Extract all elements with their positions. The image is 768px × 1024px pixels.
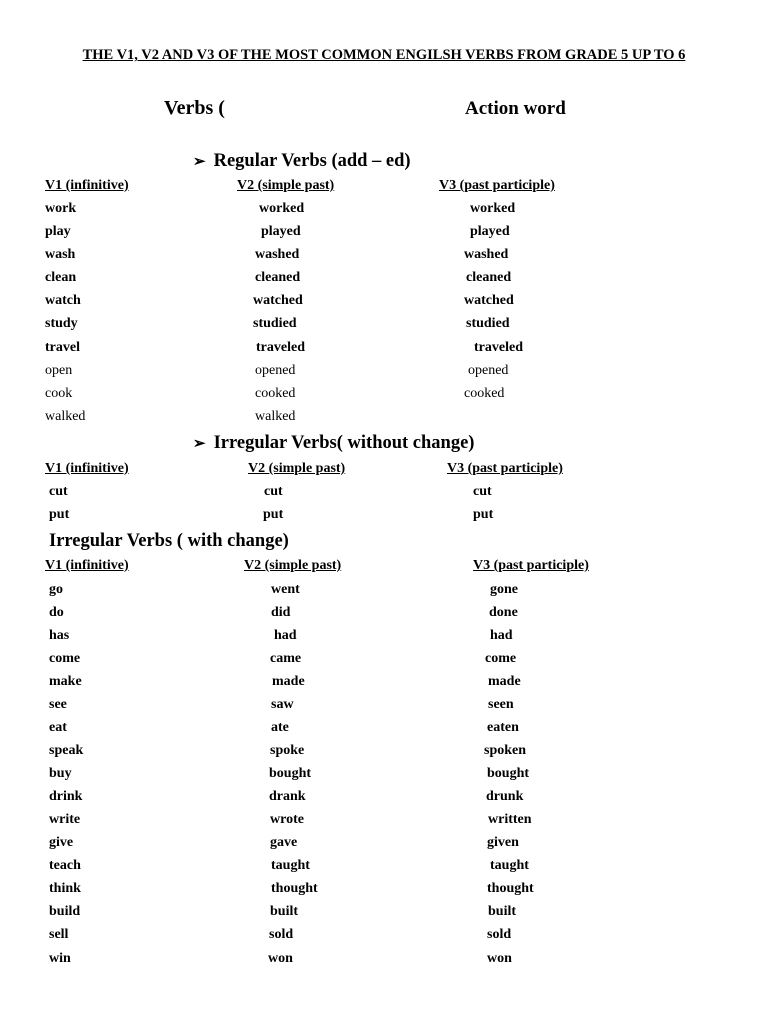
regular-section-heading (193, 152, 411, 171)
v2-cell: studied (253, 316, 297, 331)
irregular-same-header-v3: V3 (past participle) (447, 461, 563, 476)
irregular-change-section-heading: Irregular Verbs ( with change) (49, 531, 289, 551)
v3-cell: written (488, 812, 532, 827)
v1-cell: go (49, 582, 63, 597)
v2-cell: drank (269, 789, 306, 804)
v2-cell: worked (259, 201, 305, 216)
v3-cell: spoken (484, 743, 527, 758)
v1-cell: walked (45, 409, 86, 424)
v2-cell: played (261, 224, 301, 239)
v3-cell: come (485, 651, 517, 666)
v3-cell: gone (490, 582, 518, 597)
v2-cell: thought (271, 881, 318, 896)
v2-cell: watched (253, 293, 303, 308)
v2-cell: spoke (270, 743, 305, 758)
v3-cell: seen (488, 697, 514, 712)
v1-cell: teach (49, 858, 81, 873)
v1-cell: cut (49, 484, 68, 499)
page-title: THE V1, V2 AND V3 OF THE MOST COMMON ENGILSH VERBS FROM GRADE 5 UP TO 6 (82, 47, 686, 63)
v2-cell: sold (269, 927, 294, 942)
v3-cell: had (490, 628, 513, 643)
v2-cell: did (271, 605, 291, 620)
bullet-arrow-icon: ➢ (193, 154, 206, 170)
irregular-change-header-v3: V3 (past participle) (473, 558, 589, 573)
v2-cell: gave (270, 835, 298, 850)
regular-header-v2: V2 (simple past) (237, 178, 335, 193)
v1-cell: watch (45, 293, 81, 308)
v1-cell: has (49, 628, 70, 643)
v2-cell: cut (264, 484, 283, 499)
v1-cell: build (49, 904, 81, 919)
v1-cell: speak (49, 743, 84, 758)
v1-cell: cook (45, 386, 73, 401)
v1-cell: open (45, 363, 73, 378)
v2-cell: washed (255, 247, 300, 262)
v2-cell: had (274, 628, 297, 643)
v1-cell: wash (45, 247, 76, 262)
v2-cell: built (270, 904, 299, 919)
v1-cell: study (45, 316, 78, 331)
v2-cell: saw (271, 697, 294, 712)
v2-cell: walked (255, 409, 296, 424)
v2-cell: taught (271, 858, 310, 873)
v3-cell: taught (490, 858, 529, 873)
v3-cell: put (473, 507, 494, 522)
v2-cell: won (268, 951, 293, 966)
v3-cell: worked (470, 201, 516, 216)
v3-cell: given (487, 835, 519, 850)
v2-cell: came (270, 651, 302, 666)
v1-cell: put (49, 507, 70, 522)
v1-cell: do (49, 605, 64, 620)
irregular-same-section-heading (193, 434, 474, 453)
v2-cell: bought (269, 766, 312, 781)
v3-cell: eaten (487, 720, 519, 735)
v1-cell: give (49, 835, 74, 850)
verbs-label: Verbs ( (164, 97, 225, 119)
v2-cell: traveled (256, 340, 305, 355)
v3-cell: watched (464, 293, 514, 308)
v1-cell: buy (49, 766, 72, 781)
v1-cell: drink (49, 789, 83, 804)
regular-heading-text: Regular Verbs (add – ed) (213, 151, 411, 171)
irregular-same-heading-text: Irregular Verbs( without change) (213, 433, 475, 453)
irregular-same-header-v2: V2 (simple past) (248, 461, 346, 476)
v1-cell: write (49, 812, 81, 827)
v2-cell: wrote (270, 812, 304, 827)
v1-cell: sell (49, 927, 69, 942)
v1-cell: clean (45, 270, 77, 285)
v2-cell: went (271, 582, 300, 597)
v3-cell: played (470, 224, 510, 239)
v1-cell: come (49, 651, 81, 666)
irregular-same-header-v1: V1 (infinitive) (45, 461, 129, 476)
irregular-change-header-v2: V2 (simple past) (244, 558, 342, 573)
v3-cell: sold (487, 927, 512, 942)
v2-cell: put (263, 507, 284, 522)
v1-cell: travel (45, 340, 80, 355)
v3-cell: won (487, 951, 512, 966)
v3-cell: built (488, 904, 517, 919)
v3-cell: made (488, 674, 521, 689)
regular-header-v1: V1 (infinitive) (45, 178, 129, 193)
v1-cell: eat (49, 720, 67, 735)
v3-cell: drunk (486, 789, 524, 804)
v3-cell: washed (464, 247, 509, 262)
v1-cell: work (45, 201, 77, 216)
v3-cell: bought (487, 766, 530, 781)
irregular-change-header-v1: V1 (infinitive) (45, 558, 129, 573)
v2-cell: cooked (255, 386, 296, 401)
v3-cell: cleaned (466, 270, 512, 285)
v1-cell: see (49, 697, 67, 712)
v1-cell: think (49, 881, 81, 896)
v2-cell: ate (271, 720, 289, 735)
v3-cell: cut (473, 484, 492, 499)
v3-cell: traveled (474, 340, 523, 355)
bullet-arrow-icon: ➢ (193, 436, 206, 452)
v3-cell: done (489, 605, 518, 620)
v2-cell: made (272, 674, 305, 689)
v3-cell: opened (468, 363, 509, 378)
v3-cell: cooked (464, 386, 505, 401)
v3-cell: studied (466, 316, 510, 331)
v2-cell: cleaned (255, 270, 301, 285)
v2-cell: opened (255, 363, 296, 378)
v1-cell: win (49, 951, 71, 966)
v1-cell: play (45, 224, 71, 239)
v1-cell: make (49, 674, 82, 689)
action-word-label: Action word (465, 98, 566, 119)
regular-header-v3: V3 (past participle) (439, 178, 555, 193)
v3-cell: thought (487, 881, 534, 896)
